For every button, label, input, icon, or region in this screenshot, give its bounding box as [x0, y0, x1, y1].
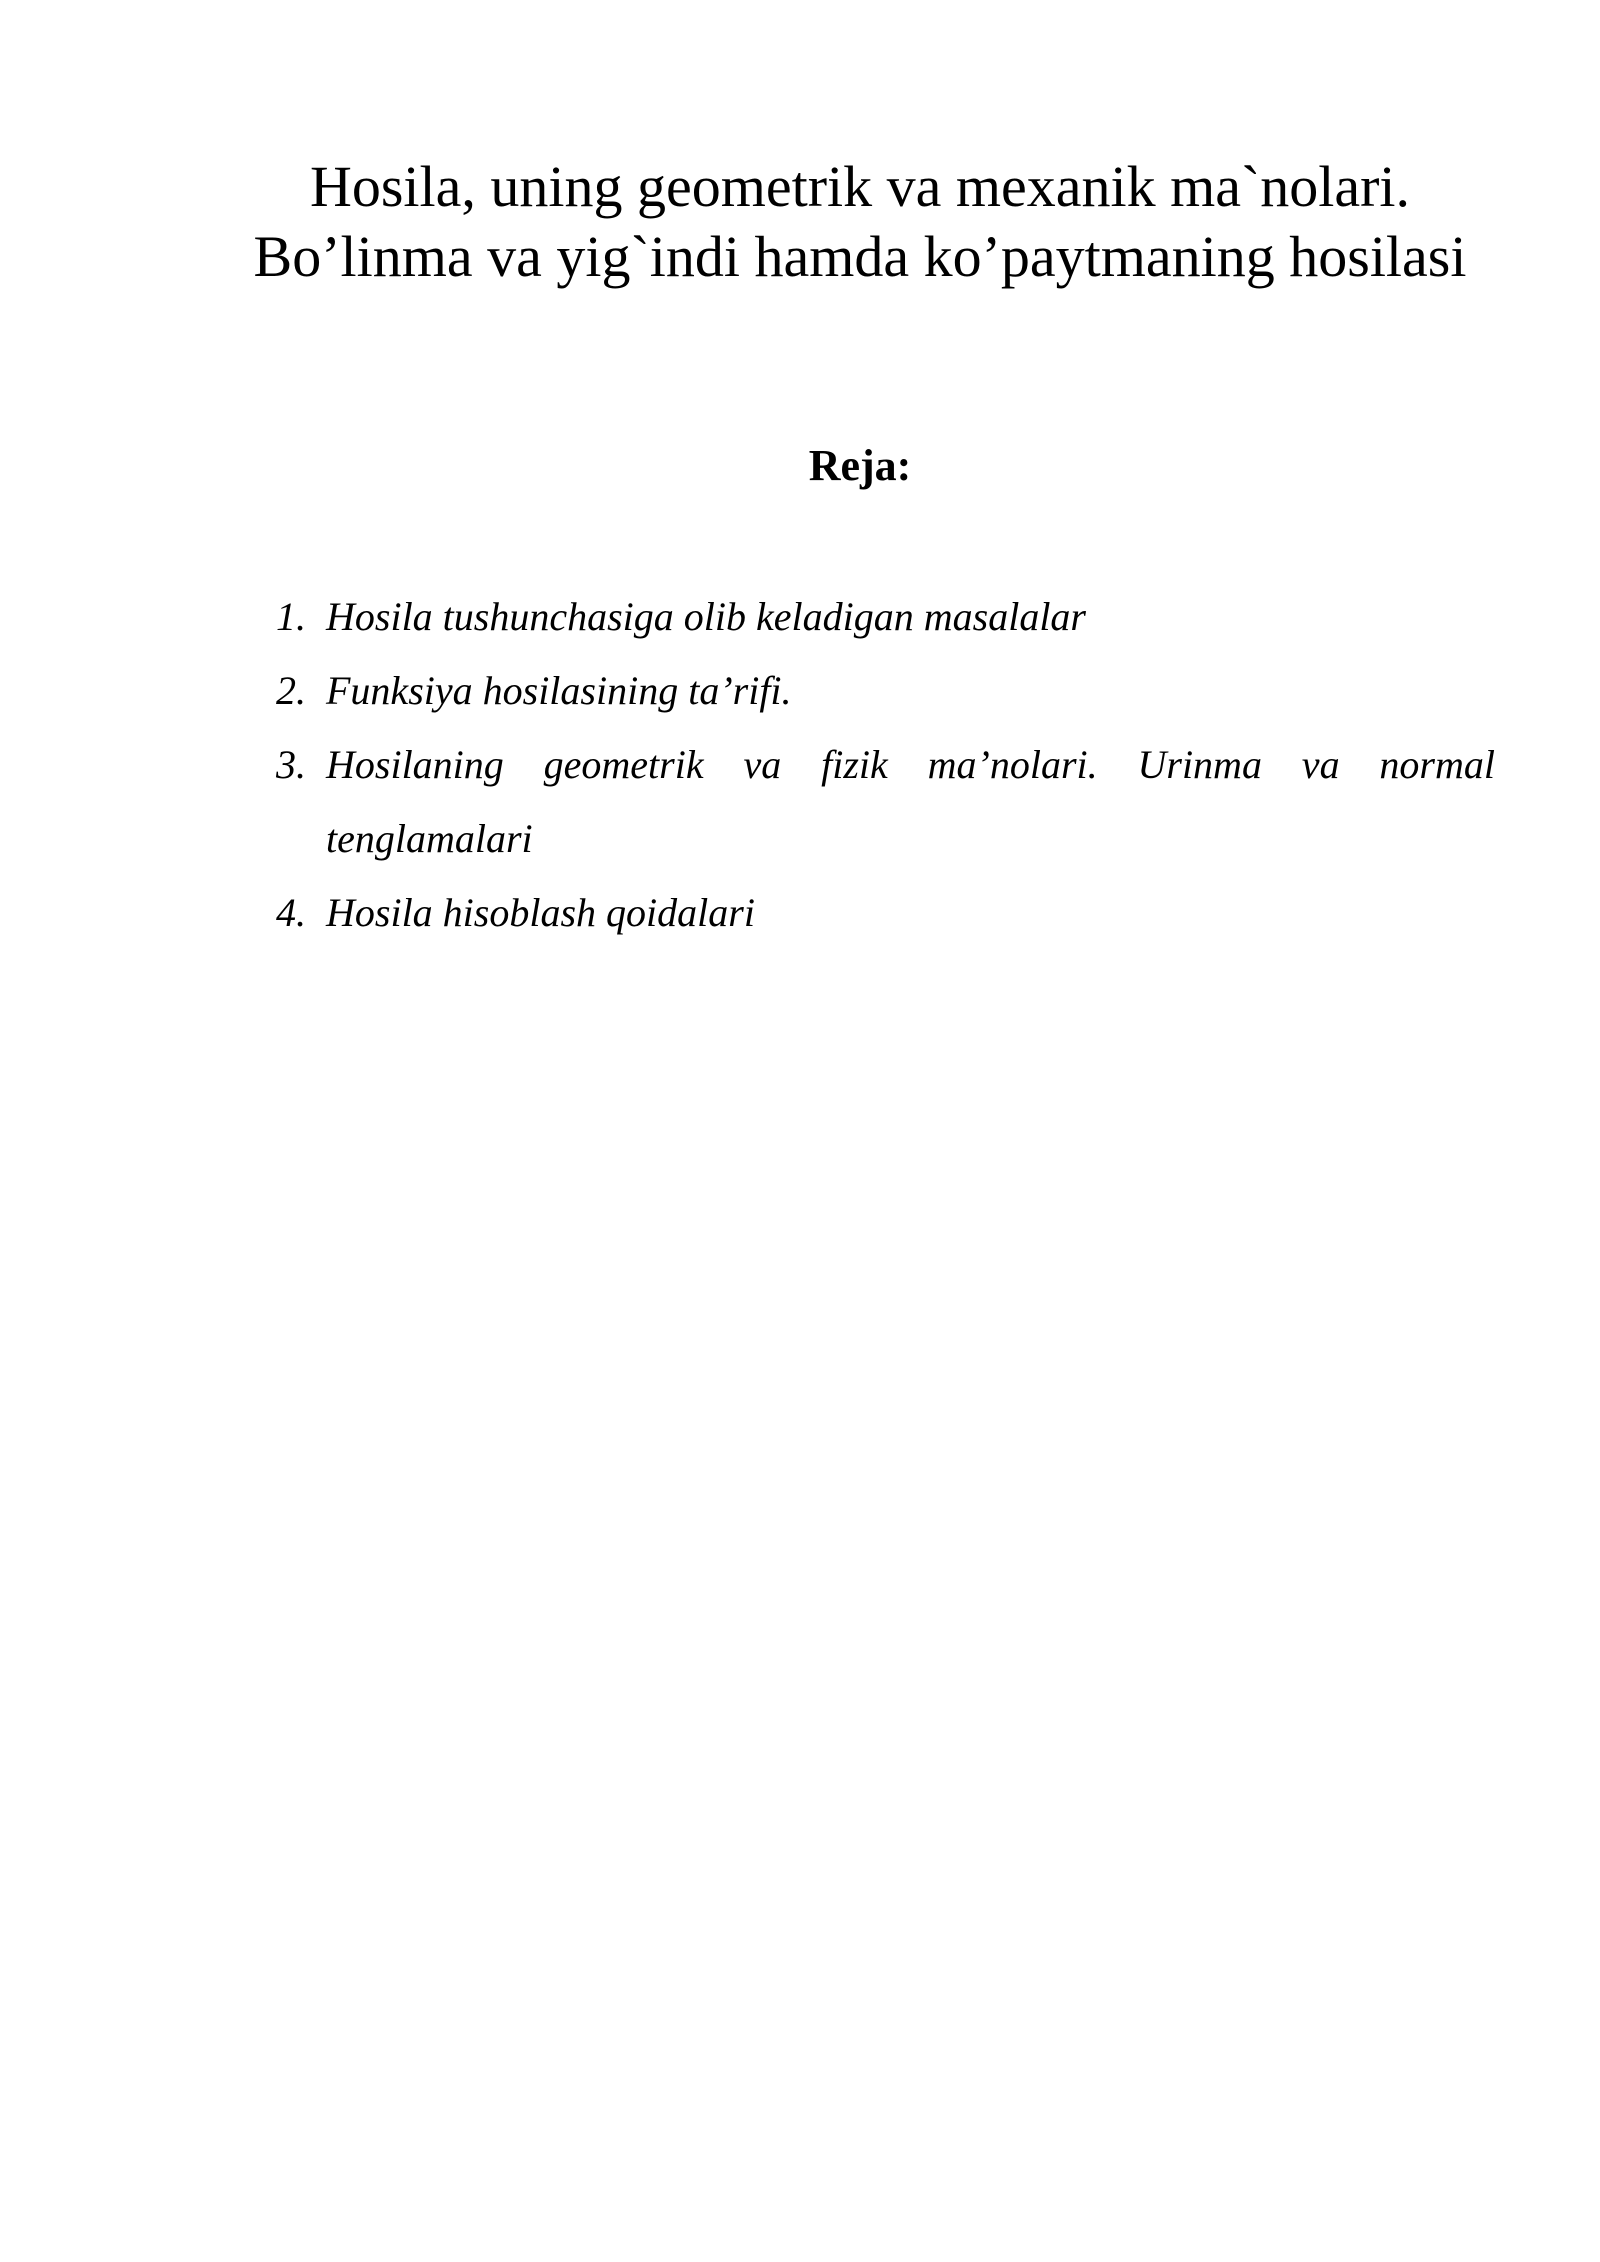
plan-item-text: Hosilaning geometrik va fizik ma’nolari. Urinma va normal tenglamalari [326, 742, 1495, 861]
plan-heading: Reja: [808, 441, 912, 490]
plan-item-number: 2. [276, 668, 306, 713]
plan-item-text: Hosila tushunchasiga olib keladigan masalalar [326, 594, 1086, 639]
plan-item-4 [270, 876, 1495, 950]
document-title [140, 152, 1580, 292]
plan-list [270, 580, 1495, 950]
title-line-2: Bo’linma va yig`indi hamda ko’paytmaning hosilasi [253, 224, 1467, 289]
plan-item-number: 4. [276, 890, 306, 935]
plan-item-number: 1. [276, 594, 306, 639]
plan-item-text: Hosila hisoblash qoidalari [326, 890, 755, 935]
plan-item-text: Funksiya hosilasining ta’rifi. [326, 668, 792, 713]
plan-item-1 [270, 580, 1495, 654]
plan-item-3 [270, 728, 1495, 876]
title-line-1: Hosila, uning geometrik va mexanik ma`nolari. [309, 154, 1411, 219]
plan-item-2 [270, 654, 1495, 728]
plan-item-number: 3. [276, 742, 306, 787]
